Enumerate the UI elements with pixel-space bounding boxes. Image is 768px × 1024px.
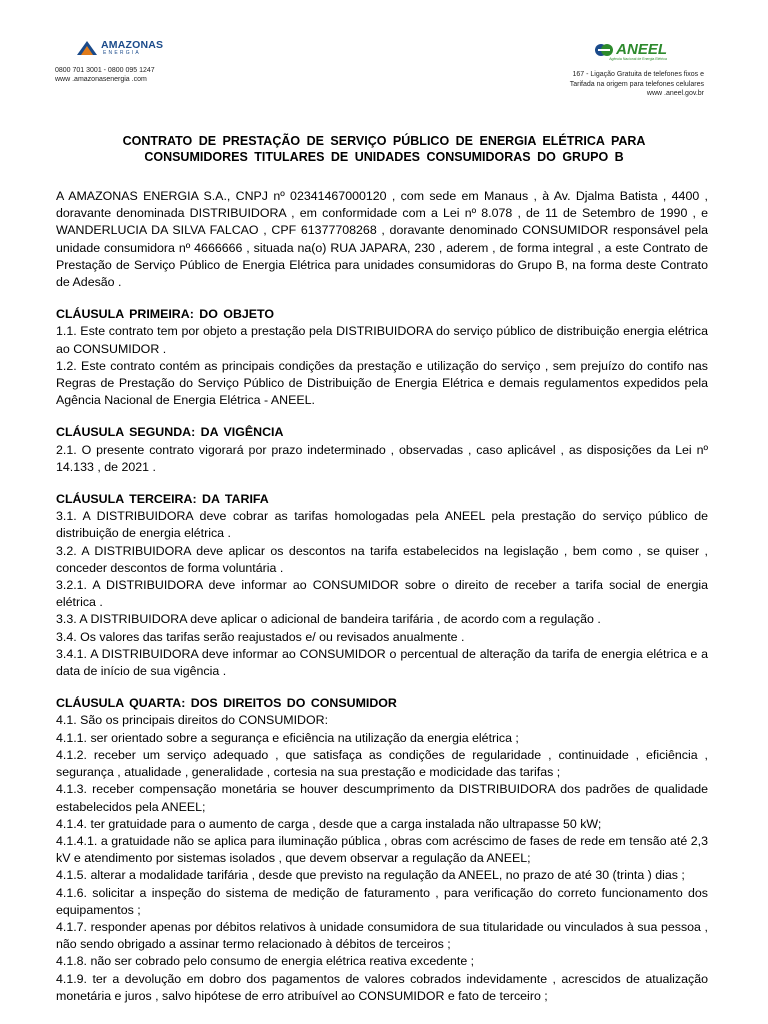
clause-item: 1.1. Este contrato tem por objeto a prestação pela DISTRIBUIDORA do serviço público de distribuição energia elétrica ao CONSUMIDOR . [56, 324, 708, 356]
amazonas-logo-icon [77, 41, 97, 55]
aneel-logo [504, 42, 667, 57]
amazonas-website: www .amazonasenergia .com [55, 76, 147, 83]
clause-item: 1.2. Este contrato contém as principais condições da prestação e utilização do serviço , sem prejuízo do contifo nas Regras de Prestação do Serviço Público de Distribuição de Energia Elétrica e demais regulamentos expedidos pela Agência Nacional de Energia Elétrica - ANEEL. [56, 358, 708, 408]
aneel-contact-line1: 167 - Ligação Gratuita de telefones fixos e [572, 71, 704, 78]
contract-title-line2: CONSUMIDORES TITULARES DE UNIDADES CONSUMIDORAS DO GRUPO B [144, 150, 624, 164]
clause-item: 3.3. A DISTRIBUIDORA deve aplicar o adicional de bandeira tarifária , de acordo com a regulação . [56, 612, 601, 627]
aneel-logo-icon [595, 43, 613, 57]
amazonas-energia-logo [77, 40, 205, 56]
clause-item: 3.2. A DISTRIBUIDORA deve aplicar os descontos na tarifa estabelecidos na legislação , bem como , se quiser , conceder descontos de forma voluntária . [56, 543, 708, 575]
aneel-logo-name: ANEEL [616, 41, 667, 58]
clause-section [56, 306, 708, 409]
contract-title-line1: CONTRATO DE PRESTAÇÃO DE SERVIÇO PÚBLICO DE ENERGIA ELÉTRICA PARA [122, 134, 646, 148]
amazonas-phones: 0800 701 3001 - 0800 095 1247 [55, 67, 155, 74]
aneel-header [504, 42, 704, 99]
aneel-logo-tag: Agência Nacional de Energia Elétrica [609, 57, 667, 61]
clause-item: 4.1.9. ter a devolução em dobro dos pagamentos de valores cobrados indevidamente , acrescidos de atualização monetária e juros , salvo hipótese de erro atribuível ao CONSUMIDOR e fato de terceiro ; [56, 971, 708, 1003]
clause-item: 3.1. A DISTRIBUIDORA deve cobrar as tarifas homologadas pela ANEEL pela prestação do serviço público de distribuição de energia elétrica . [56, 509, 708, 541]
clause-section [56, 695, 708, 1005]
intro-paragraph: A AMAZONAS ENERGIA S.A., CNPJ nº 02341467000120 , com sede em Manaus , à Av. Djalma Batista , 4400 , doravante denominada DISTRIBUIDORA , em conformidade com a Lei nº 8.078 , de 11 de Setembro de 1990 , e WANDERLUCIA DA SILVA FALCAO , CPF 61377708268 , doravante denominado CONSUMIDOR responsável pela unidade consumidora nº 4666666 , situada na(o) RUA JAPARA, 230 , aderem , de forma integral , a este Contrato de Prestação de Serviço Público de Energia Elétrica para unidades consumidoras do Grupo B, na forma deste Contrato de Adesão . [56, 189, 708, 290]
contract-body [56, 188, 708, 1005]
clause-item: 3.4.1. A DISTRIBUIDORA deve informar ao CONSUMIDOR o percentual de alteração da tarifa de energia elétrica e a data de início de sua vigência . [56, 646, 708, 679]
clause-heading: CLÁUSULA TERCEIRA: DA TARIFA [56, 492, 269, 507]
clause-heading: CLÁUSULA SEGUNDA: DA VIGÊNCIA [56, 425, 284, 440]
clause-heading: CLÁUSULA PRIMEIRA: DO OBJETO [56, 307, 275, 322]
clause-item: 4.1.6. solicitar a inspeção do sistema de medição de faturamento , para verificação do correto funcionamento dos equipamentos ; [56, 885, 708, 917]
clause-heading: CLÁUSULA QUARTA: DOS DIREITOS DO CONSUMIDOR [56, 696, 397, 711]
amazonas-logo-sub: ENERGIA [103, 50, 141, 56]
clause-item: 2.1. O presente contrato vigorará por prazo indeterminado , observadas , caso aplicável , as disposições da Lei nº 14.133 , de 2021 . [56, 442, 708, 474]
clause-item: 4.1.8. não ser cobrado pelo consumo de energia elétrica reativa excedente ; [56, 954, 475, 969]
clause-item: 4.1.7. responder apenas por débitos relativos à unidade consumidora de sua titularidade ou vinculados à sua pessoa , não sendo obrigado a assinar termo relacionado à débitos de terceiros ; [56, 919, 708, 952]
clause-item: 4.1.3. receber compensação monetária se houver descumprimento da DISTRIBUIDORA dos padrões de qualidade estabelecidos pela ANEEL; [56, 782, 708, 814]
clause-item: 4.1.4. ter gratuidade para o aumento de carga , desde que a carga instalada não ultrapasse 50 kW; [56, 816, 602, 831]
clause-section [56, 491, 708, 680]
amazonas-energia-header [55, 40, 205, 84]
clause-item: 3.2.1. A DISTRIBUIDORA deve informar ao CONSUMIDOR sobre o direito de receber a tarifa social de energia elétrica . [56, 578, 708, 610]
amazonas-logo-name: AMAZONAS [101, 39, 164, 51]
clause-item: 4.1.2. receber um serviço adequado , que satisfaça as condições de regularidade , continuidade , eficiência , segurança , atualidade , generalidade , cortesia na sua prestação e modicidade das tarifas ; [56, 747, 708, 780]
clause-item: 4.1.4.1. a gratuidade não se aplica para iluminação pública , obras com acréscimo de fases de rede em tensão até 2,3 kV e atendimento por sistemas isolados , que devem observar a regulação da ANEEL; [56, 833, 708, 866]
aneel-website: www .aneel.gov.br [646, 90, 704, 97]
contract-title [60, 133, 708, 165]
clause-item: 3.4. Os valores das tarifas serão reajustados e/ ou revisados anualmente . [56, 629, 465, 644]
clause-item: 4.1. São os principais direitos do CONSUMIDOR: [56, 713, 329, 728]
clause-item: 4.1.5. alterar a modalidade tarifária , desde que previsto na regulação da ANEEL, no prazo de até 30 (trinta ) dias ; [56, 868, 685, 883]
clause-section [56, 424, 708, 476]
clause-item: 4.1.1. ser orientado sobre a segurança e eficiência na utilização da energia elétrica ; [56, 730, 519, 745]
aneel-contact-line2: Tarifada na origem para telefones celulares [569, 80, 704, 88]
